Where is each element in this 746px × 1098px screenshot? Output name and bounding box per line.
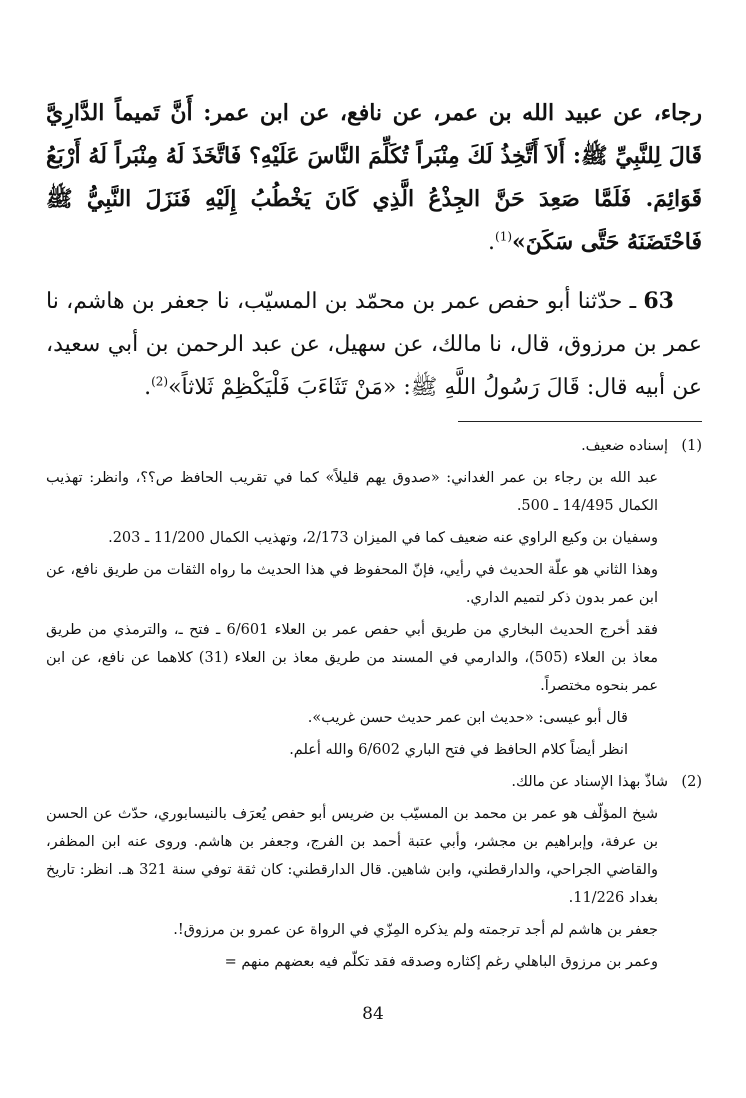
footnote-1 bbox=[46, 432, 702, 764]
hadith-text: ـ حدّثنا أبو حفص عمر بن محمّد بن المسيّب، نا جعفر بن هاشم، نا عمر بن مرزوق، قال، نا مالك، عن سهيل، عن عبد الرحمن بن أبي سعيد، عن أبيه قال: قَالَ رَسُولُ اللَّهِ ﷺ: «مَنْ تَثَاءَبَ فَلْيَكْظِمْ ثَلاثاً» bbox=[46, 289, 702, 400]
page-number: 84 bbox=[362, 1004, 384, 1024]
paragraph-1-text: رجاء، عن عبيد الله بن عمر، عن نافع، عن ابن عمر: أَنَّ تَميماً الدَّارِيَّ قَالَ لِلنَّبِيِّ ﷺ: أَلاَ أَتَّخِذُ لَكَ مِنْبَراً تُكَلِّمَ النَّاسَ عَلَيْهِ؟ فَاتَّخَذَ لَهُ مِنْبَراً لَهُ أَرْبَعُ قَوَائِمَ. فَلَمَّا صَعِدَ حَنَّ الجِذْعُ الَّذِي كَانَ يَخْطُبُ إِلَيْهِ فَنَزَلَ النَّبِيُّ ﷺ فَاحْتَضَنَهُ حَتَّى سَكَنَ» bbox=[46, 100, 702, 255]
footnote-1-line-4: فقد أخرج الحديث البخاري من طريق أبي حفص عمر بن العلاء 6/601 ـ فتح ـ، والترمذي من طريق معاذ بن العلاء (505)، والدارمي في المسند من طريق معاذ بن العلاء (31) كلاهما عن نافع، عن ابن عمر بنحوه مختصراً. bbox=[46, 622, 658, 694]
footnote-separator bbox=[458, 421, 702, 422]
footnote-2-marker: (2) bbox=[681, 774, 702, 790]
paragraph-1 bbox=[46, 92, 702, 264]
paragraph-1-end: . bbox=[488, 230, 496, 255]
main-text bbox=[46, 92, 702, 409]
footnote-ref-2: (2) bbox=[151, 374, 169, 389]
hadith-number: 63 bbox=[643, 288, 674, 314]
hadith-63 bbox=[46, 280, 702, 409]
hadith-end: . bbox=[144, 375, 152, 400]
footnote-ref-1: (1) bbox=[495, 229, 513, 244]
footnote-2-line-2: جعفر بن هاشم لم أجد ترجمته ولم يذكره المِزّي في الرواة عن عمرو بن مرزوق!. bbox=[173, 922, 658, 938]
page-body bbox=[46, 92, 702, 980]
footnote-1-head: إسناده ضعيف. bbox=[581, 438, 668, 454]
footnote-1-line-1: عبد الله بن رجاء بن عمر الغداني: «صدوق يهم قليلاً» كما في تقريب الحافظ ص؟؟، وانظر: تهذيب الكمال 14/495 ـ 500. bbox=[46, 470, 658, 514]
footnote-1-quote: قال أبو عيسى: «حديث ابن عمر حديث حسن غريب». bbox=[307, 710, 628, 726]
footnote-2-line-3: وعمر بن مرزوق الباهلي رغم إكثاره وصدقه فقد تكلّم فيه بعضهم منهم = bbox=[224, 954, 658, 970]
footnote-2-line-1: شيخ المؤلّف هو عمر بن محمد بن المسيّب بن ضريس أبو حفص يُعرَف بالنيسابوري، حدّث عن الحسن بن عرفة، وإبراهيم بن مجشر، وأبي عتبة أحمد بن الفرج، وجعفر بن هاشم. وروى عنه ابن المظفر، والقاضي الجراحي، والدارقطني، وابن شاهين. قال الدارقطني: كان ثقة توفي سنة 321 هـ. انظر: تاريخ بغداد 11/226. bbox=[46, 806, 659, 906]
footnote-1-marker: (1) bbox=[681, 438, 702, 454]
footnote-2 bbox=[46, 768, 702, 976]
footnote-2-head: شاذّ بهذا الإسناد عن مالك. bbox=[511, 774, 668, 790]
footnote-1-line-2: وسفيان بن وكيع الراوي عنه ضعيف كما في الميزان 2/173، وتهذيب الكمال 11/200 ـ 203. bbox=[108, 530, 658, 546]
footnote-1-see-also: انظر أيضاً كلام الحافظ في فتح الباري 6/602 والله أعلم. bbox=[289, 742, 628, 758]
footnote-1-line-3: وهذا الثاني هو علّة الحديث في رأيي، فإنّ المحفوظ في هذا الحديث ما رواه الثقات من طريق نافع، عن ابن عمر بدون ذكر لتميم الداري. bbox=[46, 562, 658, 606]
footnotes bbox=[46, 432, 702, 976]
